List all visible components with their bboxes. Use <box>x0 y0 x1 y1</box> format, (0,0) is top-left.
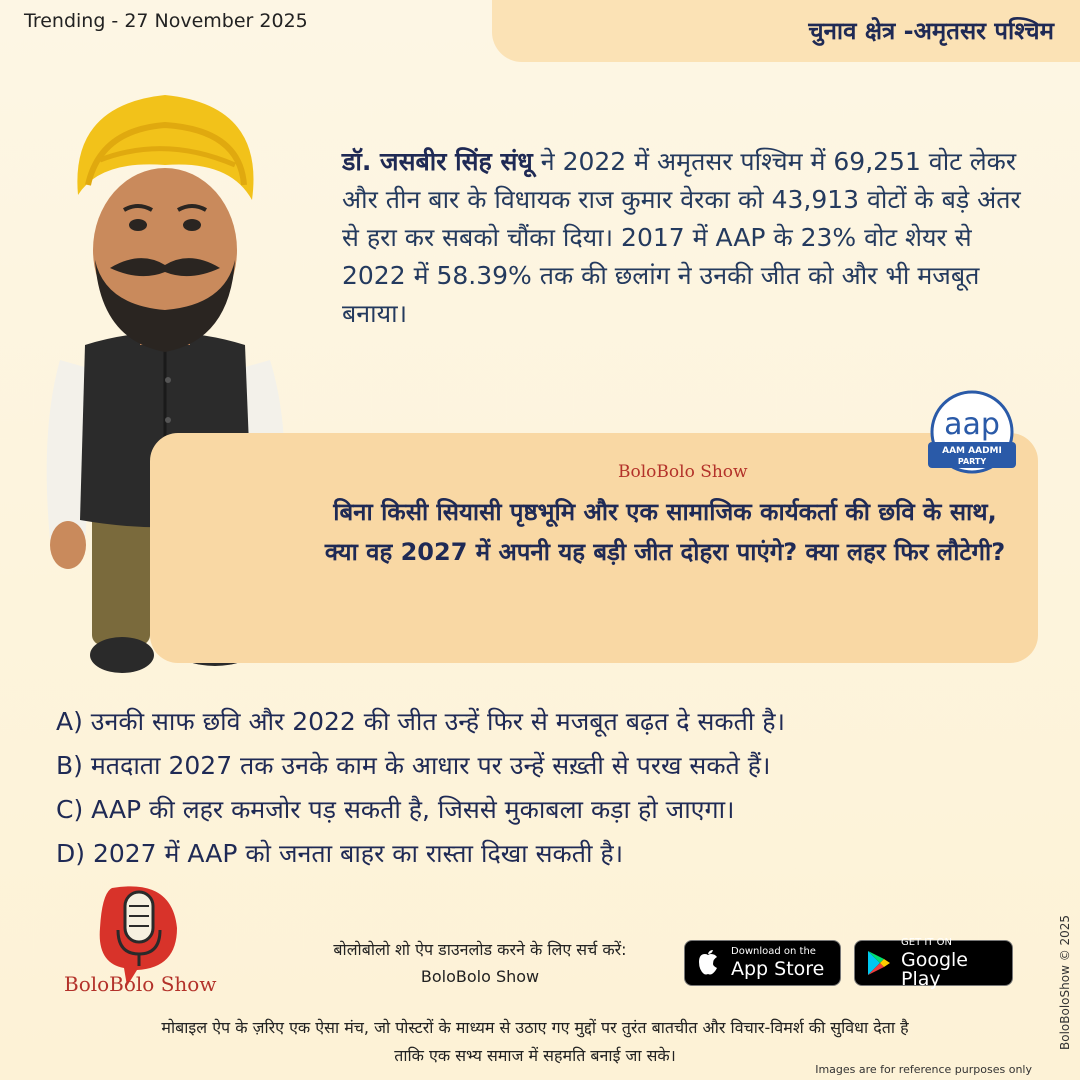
google-play-small-label: GET IT ON <box>901 936 952 948</box>
svg-text:AAM AADMI: AAM AADMI <box>942 446 1002 456</box>
poll-question: बिना किसी सियासी पृष्ठभूमि और एक सामाजिक कार्यकर्ता की छवि के साथ, क्या वह 2027 में अपनी यह बड़ी जीत दोहरा पाएंगे? क्या लहर फिर लौटेगी? <box>324 498 1006 566</box>
intro-body: ने 2022 में अमृतसर पश्चिम में 69,251 वोट लेकर और तीन बार के विधायक राज कुमार वेरका को 43,913 वोटों के बड़े अंतर से हरा कर सबको चौंका दिया। 2017 में AAP के 23% वोट शेयर से 2022 में 58.39% तक की छलांग ने उनकी जीत को और भी मजबूत बनाया। <box>342 147 1021 328</box>
download-prompt <box>290 936 670 990</box>
svg-text:aap: aap <box>944 407 1000 442</box>
app-store-label: App Store <box>731 958 825 980</box>
option-b[interactable]: B) मतदाता 2027 तक उनके काम के आधार पर उन्हें सख़्ती से परख सकते हैं। <box>56 751 771 780</box>
image-disclaimer: Images are for reference purposes only <box>815 1063 1032 1076</box>
app-store-small-label: Download on the <box>731 946 816 957</box>
show-tag: BoloBolo Show <box>618 462 748 482</box>
answer-options <box>56 700 1046 876</box>
aap-party-logo <box>920 390 1024 480</box>
candidate-name: डॉ. जसबीर सिंह संधू <box>342 147 533 176</box>
google-play-icon <box>863 948 893 978</box>
trending-date: Trending - 27 November 2025 <box>24 10 308 32</box>
google-play-badge[interactable] <box>854 936 1013 990</box>
app-store-badge[interactable] <box>684 940 841 986</box>
apple-icon <box>693 948 723 978</box>
option-d[interactable]: D) 2027 में AAP को जनता बाहर का रास्ता दिखा सकती है। <box>56 839 624 868</box>
bolobolo-logo-text: BoloBolo Show <box>64 972 217 996</box>
constituency-label: चुनाव क्षेत्र -अमृतसर पश्चिम <box>808 17 1054 45</box>
download-prompt-line1: बोलोबोलो शो ऐप डाउनलोड करने के लिए सर्च करें: <box>333 940 627 959</box>
constituency-tab <box>492 0 1080 62</box>
footer-line1: मोबाइल ऐप के ज़रिए एक ऐसा मंच, जो पोस्टरों के माध्यम से उठाए गए मुद्दों पर तुरंत बातचीत और विचार-विमर्श की सुविधा देता है <box>161 1018 909 1037</box>
option-a[interactable]: A) उनकी साफ छवि और 2022 की जीत उन्हें फिर से मजबूत बढ़त दे सकती है। <box>56 707 786 736</box>
copyright-vertical: BoloBoloShow © 2025 <box>1058 914 1072 1050</box>
footer-description <box>30 1014 1040 1070</box>
footer-line2: ताकि एक सभ्य समाज में सहमति बनाई जा सके। <box>394 1046 676 1065</box>
option-c[interactable]: C) AAP की लहर कमजोर पड़ सकती है, जिससे मुकाबला कड़ा हो जाएगा। <box>56 795 735 824</box>
intro-paragraph <box>342 143 1042 333</box>
svg-text:PARTY: PARTY <box>957 457 987 466</box>
google-play-label: Google Play <box>901 948 969 990</box>
download-prompt-line2: BoloBolo Show <box>420 967 540 986</box>
